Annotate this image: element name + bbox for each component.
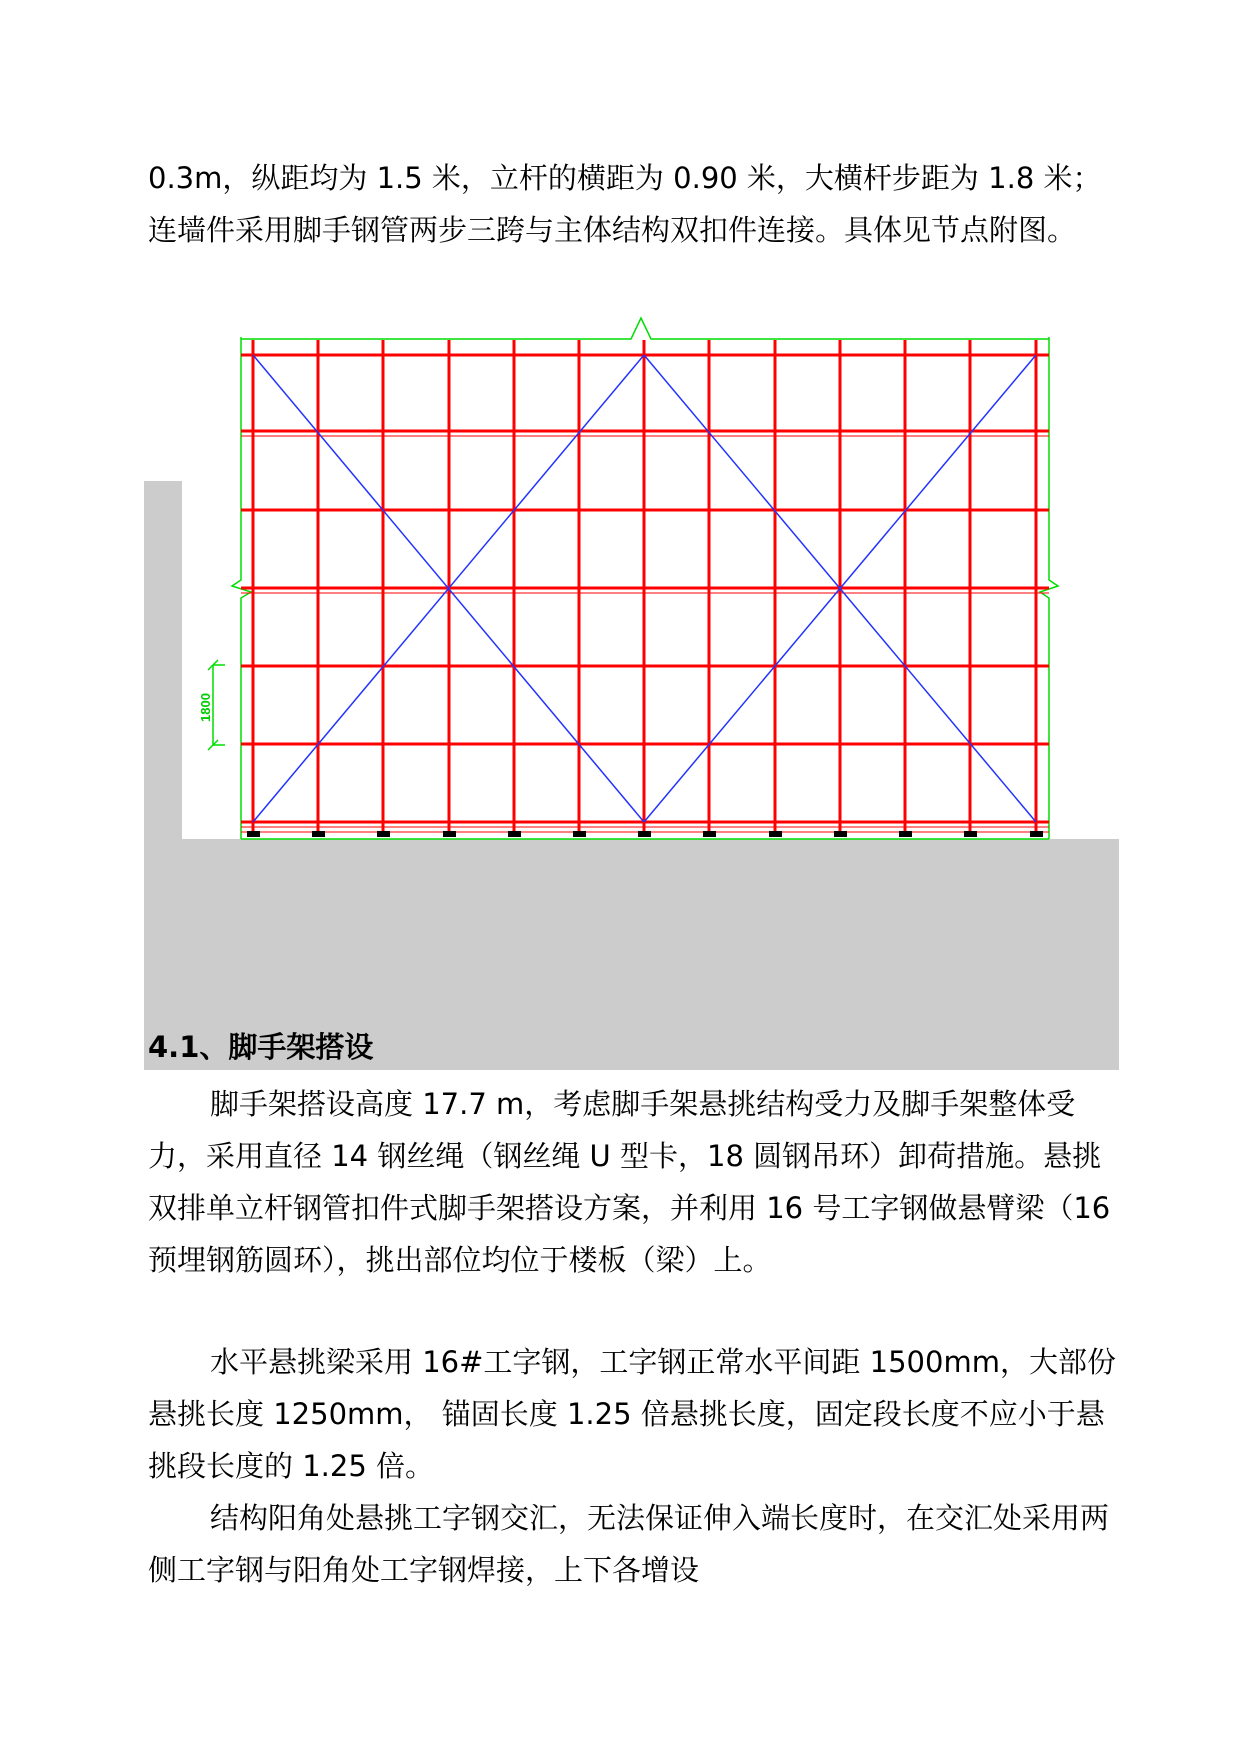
section-paragraph-1: 脚手架搭设高度 17.7 m，考虑脚手架悬挑结构受力及脚手架整体受力，采用直径 14 钢丝绳（钢丝绳 U 型卡，18 圆钢吊环）卸荷措施。悬挑双排单立杆钢管扣件式脚手架搭设方案，并利用 16 号工字钢做悬臂梁（16 预埋钢筋圆环），挑出部位均位于楼板（梁）上。 [148,1087,1111,1277]
section-paragraph-2: 水平悬挑梁采用 16#工字钢，工字钢正常水平间距 1500mm，大部份悬挑长度 1250mm， 锚固长度 1.25 倍悬挑长度，固定段长度不应小于悬挑段长度的 1.25 倍。 [148,1345,1116,1483]
building-wall [144,481,182,842]
intro-paragraph: 0.3m，纵距均为 1.5 米，立杆的横距为 0.90 米，大横杆步距为 1.8 米；连墙件采用脚手钢管两步三跨与主体结构双扣件连接。具体见节点附图。 [148,161,1102,247]
section-paragraph-3: 结构阳角处悬挑工字钢交汇，无法保证伸入端长度时，在交汇处采用两侧工字钢与阳角处工字钢焊接，上下各增设 [148,1501,1110,1587]
section-heading: 4.1、脚手架搭设 [148,1030,374,1064]
dimension-outline [208,318,1058,839]
dimension-label: 1800 [198,693,213,722]
